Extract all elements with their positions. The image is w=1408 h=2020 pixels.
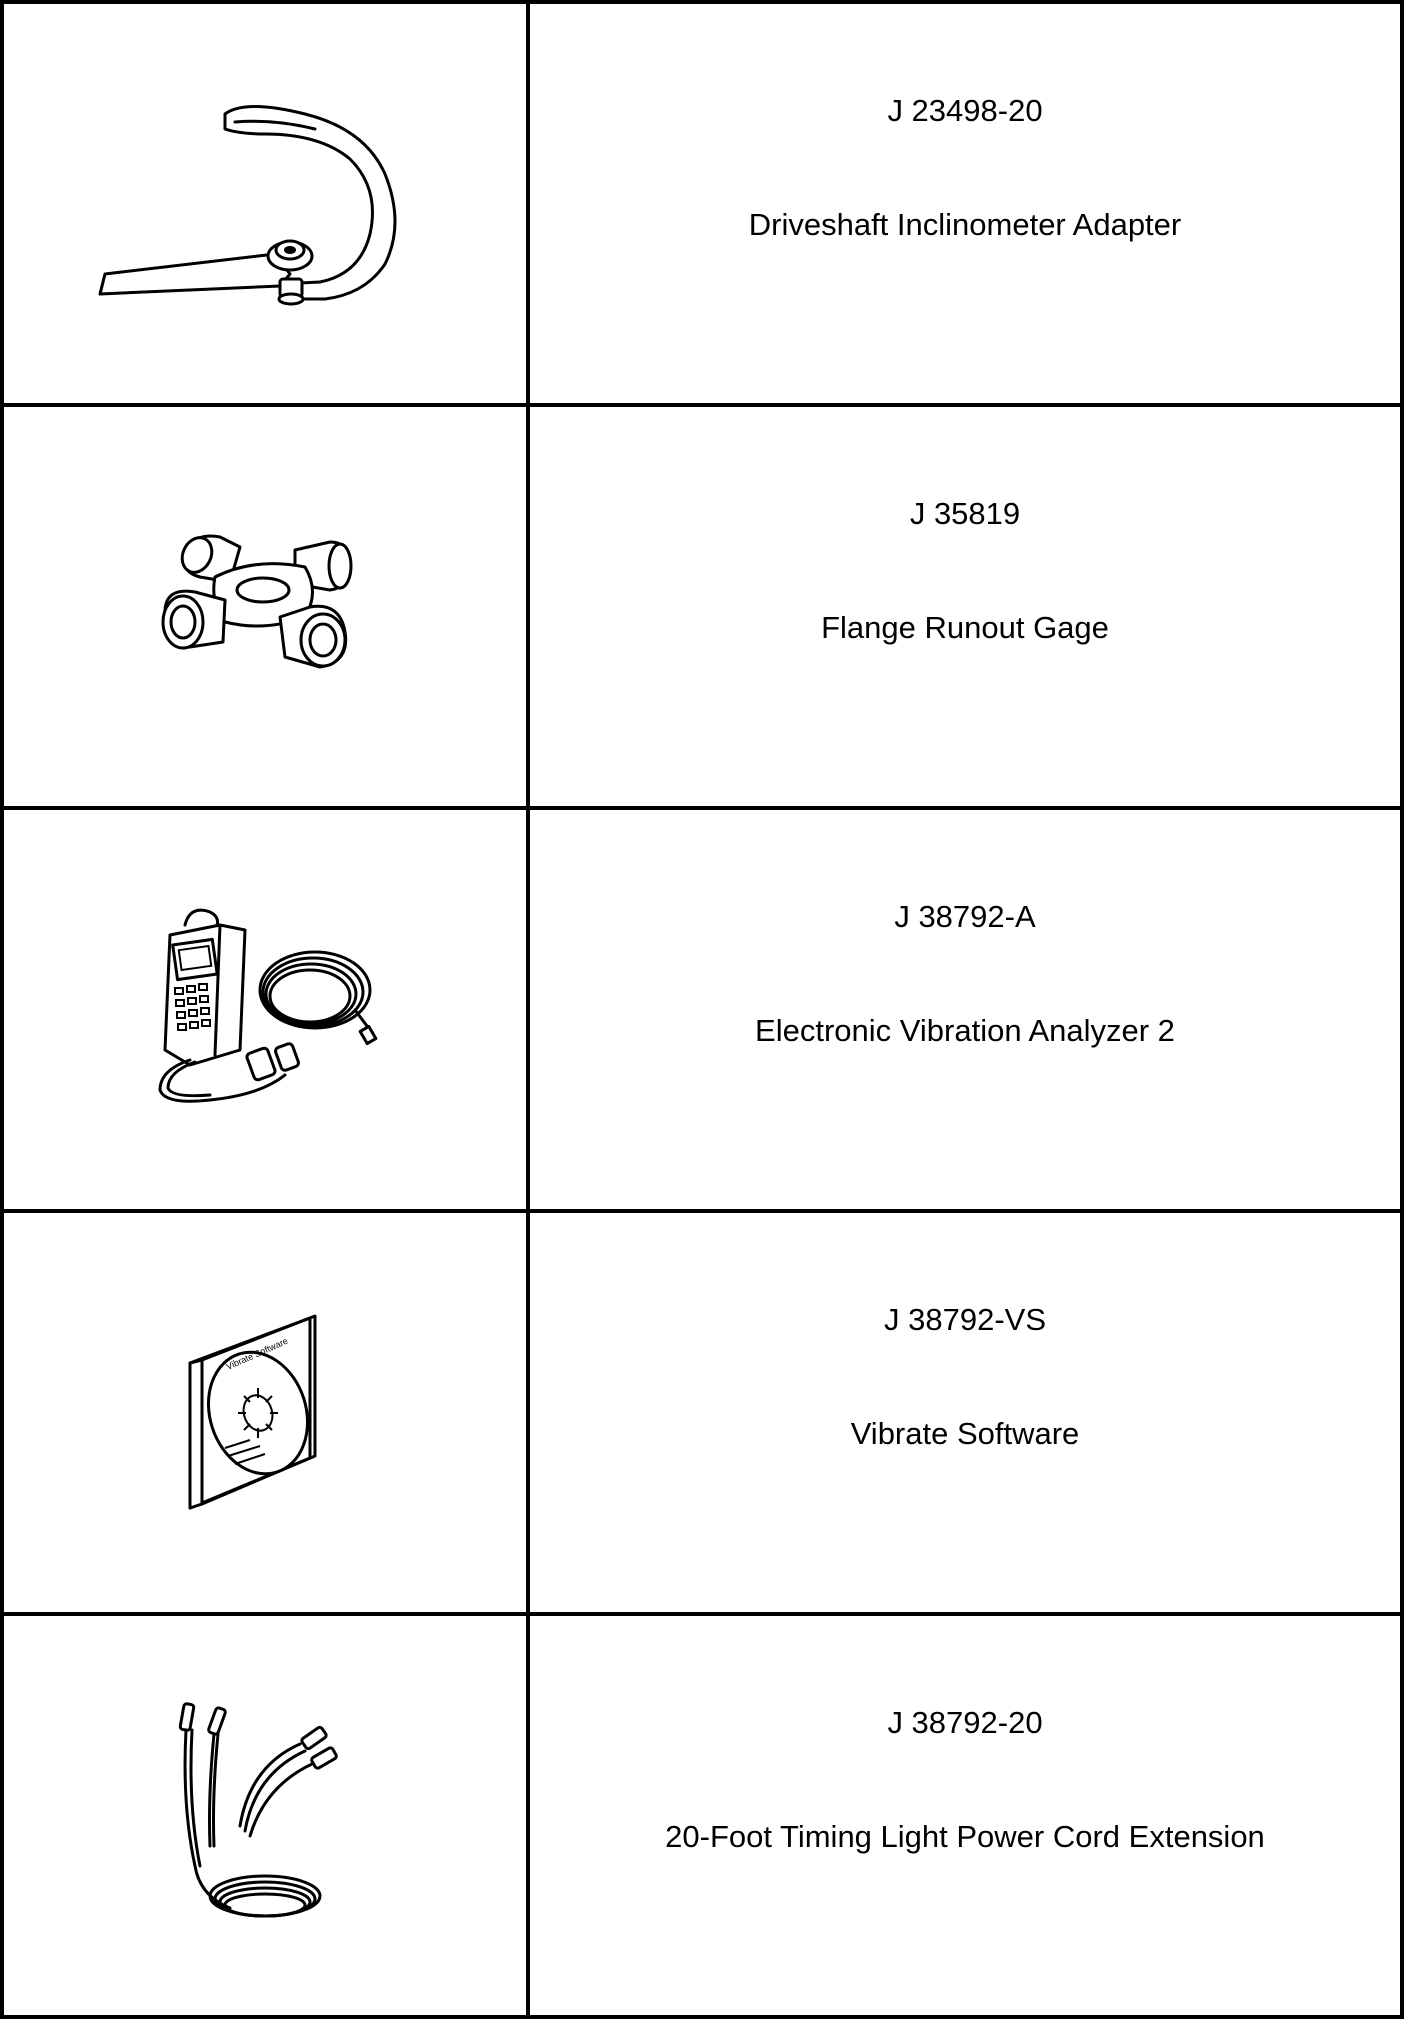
table-row [2, 2, 1402, 405]
tool-description-cell [528, 808, 1402, 1211]
table-row [2, 405, 1402, 808]
tool-name: Vibrate Software [850, 1415, 1080, 1451]
tool-description-cell [528, 405, 1402, 808]
tool-illustration-cell [2, 1614, 528, 2017]
tool-name: Flange Runout Gage [821, 609, 1109, 645]
tool-number: J 23498-20 [887, 92, 1043, 128]
tool-illustration-cell [2, 2, 528, 405]
table-row [2, 808, 1402, 1211]
table-row [2, 1614, 1402, 2017]
tool-name: 20-Foot Timing Light Power Cord Extension [665, 1818, 1265, 1854]
table-row [2, 1211, 1402, 1614]
tool-name: Driveshaft Inclinometer Adapter [748, 206, 1182, 242]
inclinometer-adapter-icon [75, 74, 455, 334]
tool-description-cell [528, 2, 1402, 405]
tool-illustration-cell [2, 1211, 528, 1614]
vibration-analyzer-icon [150, 900, 380, 1120]
tool-number: J 38792-A [894, 898, 1036, 934]
tool-number: J 38792-20 [887, 1704, 1043, 1740]
tool-number: J 35819 [909, 495, 1021, 531]
universal-joint-icon [145, 522, 385, 692]
power-cord-icon [170, 1696, 360, 1936]
tool-number: J 38792-VS [884, 1301, 1046, 1337]
software-cd-icon [180, 1308, 350, 1518]
cd-label: Vibrate Software [224, 1335, 290, 1372]
tool-illustration-cell [2, 808, 528, 1211]
tool-description-cell [528, 1614, 1402, 2017]
tool-illustration-cell [2, 405, 528, 808]
tool-description-cell [528, 1211, 1402, 1614]
tool-name: Electronic Vibration Analyzer 2 [755, 1012, 1175, 1048]
